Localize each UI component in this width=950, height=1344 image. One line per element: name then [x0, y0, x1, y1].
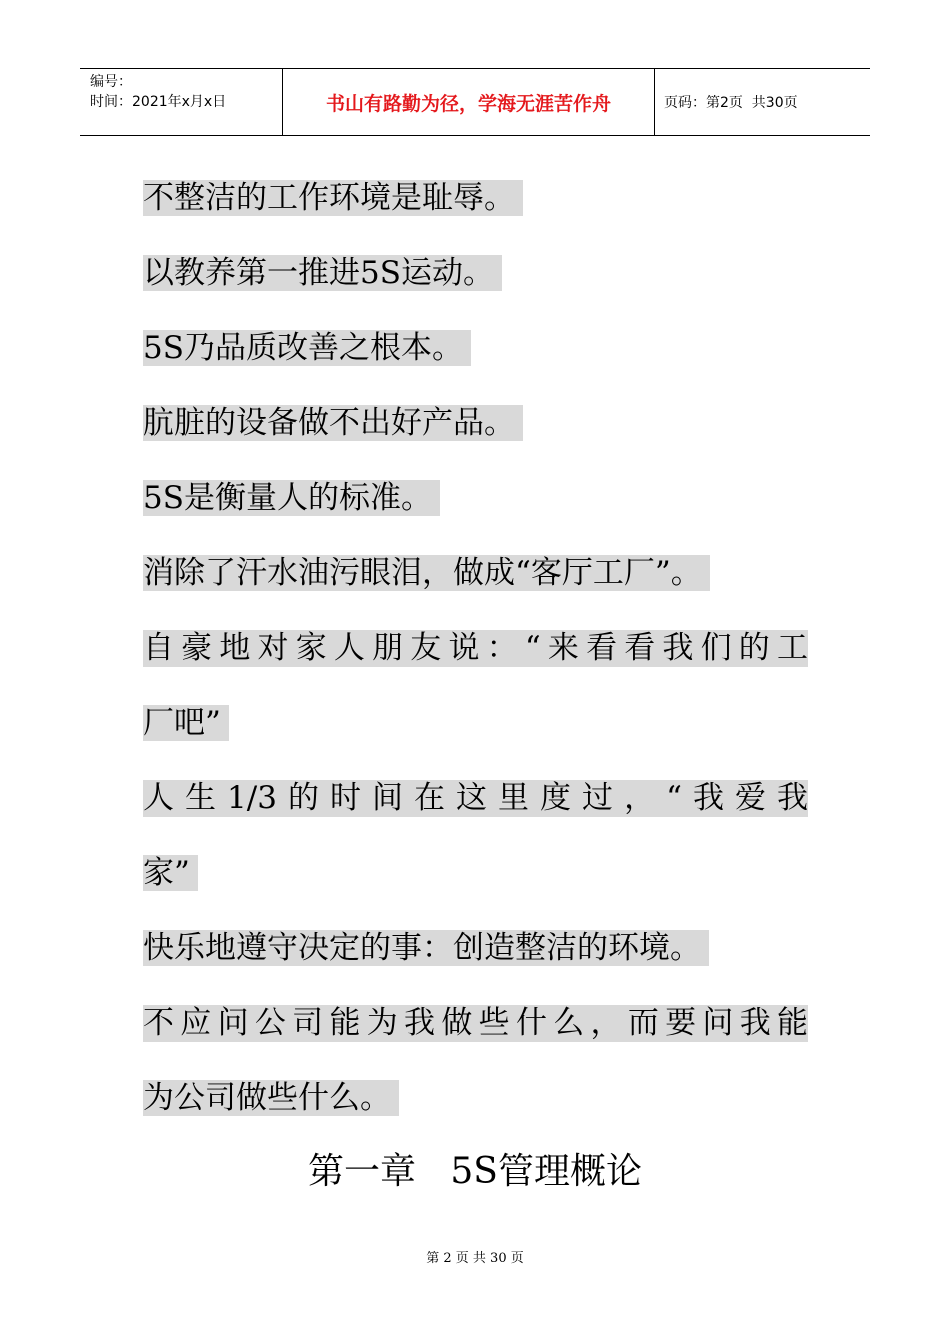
page-header — [80, 68, 870, 136]
text-line — [143, 705, 813, 742]
highlighted-text: 不应问公司能为我做些什么，而要问我能 — [143, 1005, 808, 1041]
highlighted-text: 肮脏的设备做不出好产品。 — [143, 405, 523, 441]
text-line — [143, 1005, 813, 1042]
text-line — [143, 855, 813, 892]
text-line — [143, 255, 813, 292]
highlighted-text: 以教养第一推进5S运动。 — [143, 255, 502, 291]
document-date: 时间：2021年x月x日 — [90, 94, 227, 110]
text-line — [143, 330, 813, 367]
text-line — [143, 180, 813, 217]
text-line — [143, 930, 813, 967]
text-line — [143, 1080, 813, 1117]
text-line — [143, 780, 813, 817]
chapter-heading: 第一章 5S管理概论 — [308, 1151, 642, 1192]
text-line — [143, 405, 813, 442]
header-motto: 书山有路勤为径，学海无涯苦作舟 — [282, 69, 655, 135]
page-footer: 第 2 页 共 30 页 — [426, 1251, 524, 1266]
highlighted-text: 5S是衡量人的标准。 — [143, 480, 440, 516]
body-text — [143, 180, 813, 1155]
text-line — [143, 555, 813, 592]
highlighted-text: 为公司做些什么。 — [143, 1080, 399, 1116]
highlighted-text: 不整洁的工作环境是耻辱。 — [143, 180, 523, 216]
text-line — [143, 480, 813, 517]
document-number-label: 编号： — [90, 74, 132, 90]
highlighted-text: 5S乃品质改善之根本。 — [143, 330, 471, 366]
highlighted-text: 人生1/3的时间在这里度过，“我爱我 — [143, 780, 808, 816]
highlighted-text: 消除了汗水油污眼泪，做成“客厅工厂”。 — [143, 555, 710, 591]
highlighted-text: 厂吧” — [143, 705, 229, 741]
header-page-info: 页码：第2页 共30页 — [664, 95, 798, 111]
highlighted-text: 家” — [143, 855, 198, 891]
highlighted-text: 自豪地对家人朋友说：“来看看我们的工 — [143, 630, 808, 666]
text-line — [143, 630, 813, 667]
highlighted-text: 快乐地遵守决定的事：创造整洁的环境。 — [143, 930, 709, 966]
header-meta — [80, 69, 282, 135]
